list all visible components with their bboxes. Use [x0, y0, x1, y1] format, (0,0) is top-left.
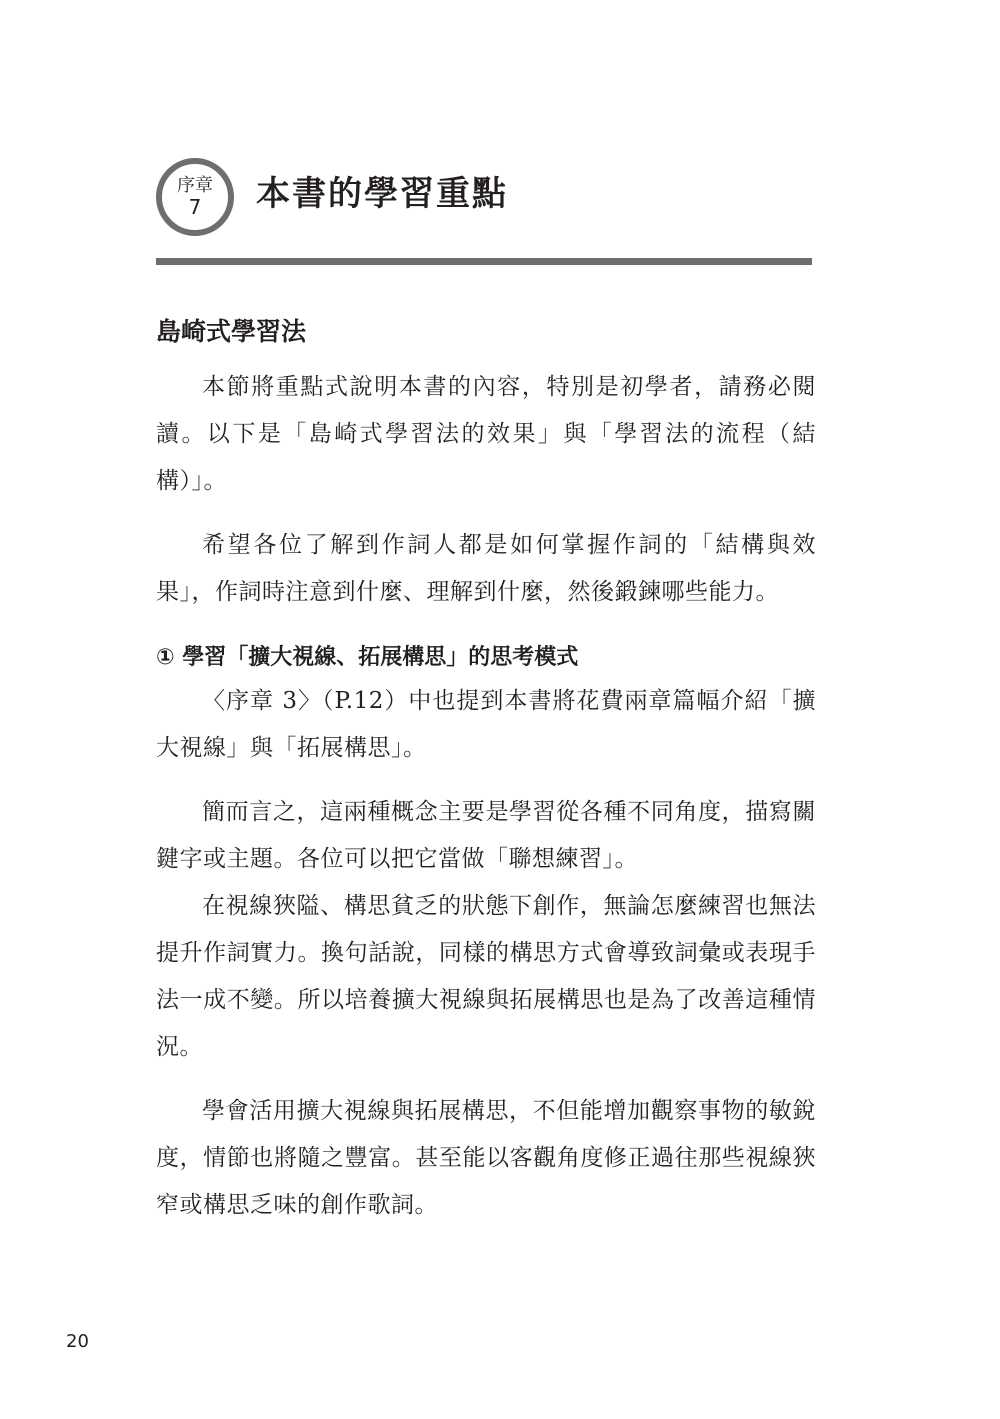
chapter-badge-label: 序章	[177, 175, 213, 196]
section-heading: 島崎式學習法	[156, 317, 307, 346]
paragraph: 希望各位了解到作詞人都是如何掌握作詞的「結構與效果」，作詞時注意到什麼、理解到什麼，然後鍛鍊哪些能力。	[156, 532, 816, 605]
page-content	[156, 312, 816, 1229]
chapter-badge-number: 7	[188, 195, 202, 219]
chapter-title: 本書的學習重點	[256, 174, 508, 214]
paragraph: 在視線狹隘、構思貧乏的狀態下創作，無論怎麼練習也無法提升作詞實力。換句話說，同樣的構思方式會導致詞彙或表現手法一成不變。所以培養擴大視線與拓展構思也是為了改善這種情況。	[156, 893, 816, 1060]
title-divider	[156, 258, 812, 265]
paragraph: 學會活用擴大視線與拓展構思，不但能增加觀察事物的敏銳度，情節也將隨之豐富。甚至能以客觀角度修正過往那些視線狹窄或構思乏味的創作歌詞。	[156, 1098, 816, 1218]
paragraph: 簡而言之，這兩種概念主要是學習從各種不同角度，描寫關鍵字或主題。各位可以把它當做「聯想練習」。	[156, 799, 816, 872]
page-number: 20	[66, 1331, 89, 1352]
chapter-badge	[156, 158, 234, 236]
paragraph: 本節將重點式說明本書的內容，特別是初學者，請務必閱讀。以下是「島崎式學習法的效果」與「學習法的流程（結構）」。	[156, 374, 816, 494]
paragraph: 〈序章 3〉（P.12）中也提到本書將花費兩章篇幅介紹「擴大視線」與「拓展構思」。	[156, 688, 816, 761]
subsection-heading: ① 學習「擴大視線、拓展構思」的思考模式	[156, 645, 579, 670]
